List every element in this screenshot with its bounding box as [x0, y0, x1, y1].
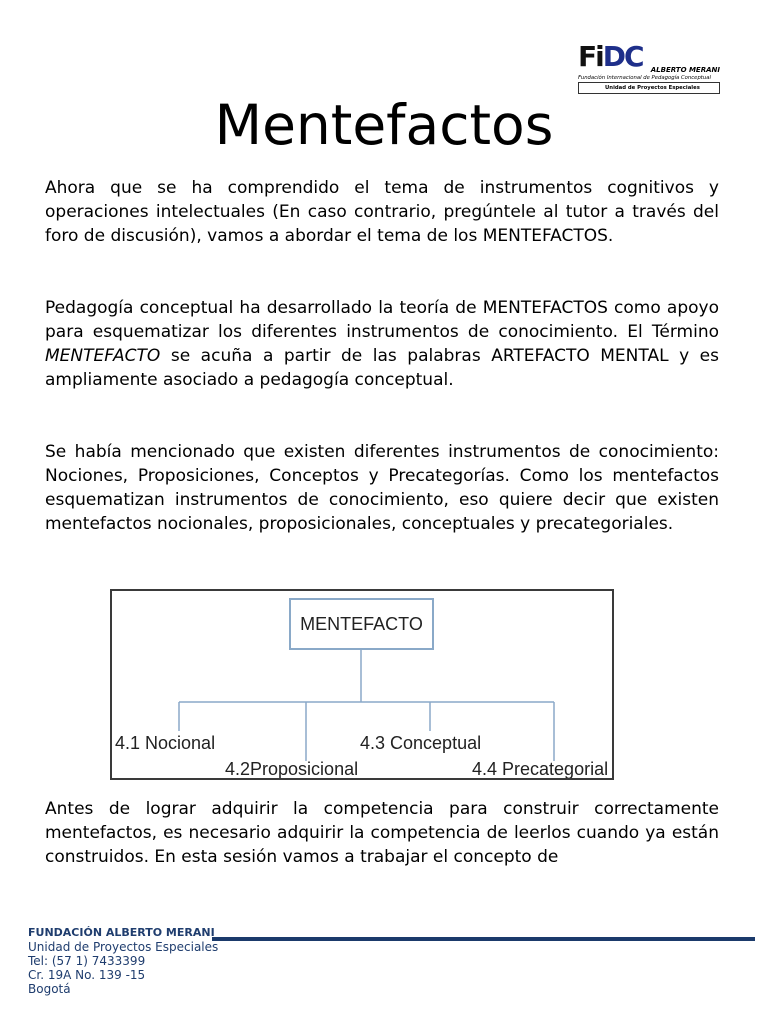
footer-address: Cr. 19A No. 139 -15	[28, 968, 146, 982]
footer-divider	[212, 937, 755, 941]
mentefacto-diagram	[110, 589, 614, 780]
diagram-child-conceptual: 4.3 Conceptual	[360, 733, 482, 753]
term-mentefacto: MENTEFACTO	[45, 346, 161, 366]
diagram-child-nocional: 4.1 Nocional	[115, 733, 216, 753]
footer	[28, 926, 218, 996]
paragraph-theory	[45, 296, 719, 392]
paragraph-theory-part1: Pedagogía conceptual ha desarrollado la teoría de MENTEFACTOS como apoyo para esquematizar los diferentes instrumentos de conocimiento. El Término	[45, 298, 719, 342]
diagram-svg	[112, 591, 612, 778]
paragraph-theory-part2: se acuña a partir de las palabras ARTEFACTO MENTAL y es ampliamente asociado a pedagogía conceptual.	[45, 346, 719, 390]
logo-unit: Unidad de Proyectos Especiales	[578, 82, 720, 94]
diagram-child-precategorial: 4.4 Precategorial	[472, 759, 609, 778]
logo-brand: ALBERTO MERANI	[650, 66, 720, 74]
paragraph-competence: Antes de lograr adquirir la competencia para construir correctamente mentefactos, es necesario adquirir la competencia de leerlos cuando ya están construidos. En esta sesión vamos a trabajar el concepto de	[45, 799, 719, 867]
footer-city: Bogotá	[28, 982, 71, 996]
fidc-logo	[578, 40, 720, 93]
page-title: Mentefactos	[214, 93, 554, 157]
footer-org: FUNDACIÓN ALBERTO MERANI	[28, 926, 215, 939]
footer-unit: Unidad de Proyectos Especiales	[28, 940, 219, 954]
logo-mark	[578, 40, 720, 74]
logo-subtitle: Fundación Internacional de Pedagogía Conceptual	[578, 75, 711, 81]
logo-letters: FiDC	[578, 40, 643, 73]
paragraph-intro: Ahora que se ha comprendido el tema de instrumentos cognitivos y operaciones intelectuales (En caso contrario, pregúntele al tutor a través del foro de discusión), vamos a abordar el tema de los MENTEFACTOS.	[45, 178, 719, 246]
diagram-root-label: MENTEFACTO	[300, 614, 423, 634]
diagram-child-proposicional: 4.2Proposicional	[225, 759, 359, 778]
paragraph-types: Se había mencionado que existen diferentes instrumentos de conocimiento: Nociones, Proposiciones, Conceptos y Precategorías. Como los mentefactos esquematizan instrumentos de conocimiento, eso quiere decir que existen mentefactos nocionales, proposicionales, conceptuales y precategoriales.	[45, 442, 719, 534]
footer-phone: Tel: (57 1) 7433399	[28, 954, 146, 968]
